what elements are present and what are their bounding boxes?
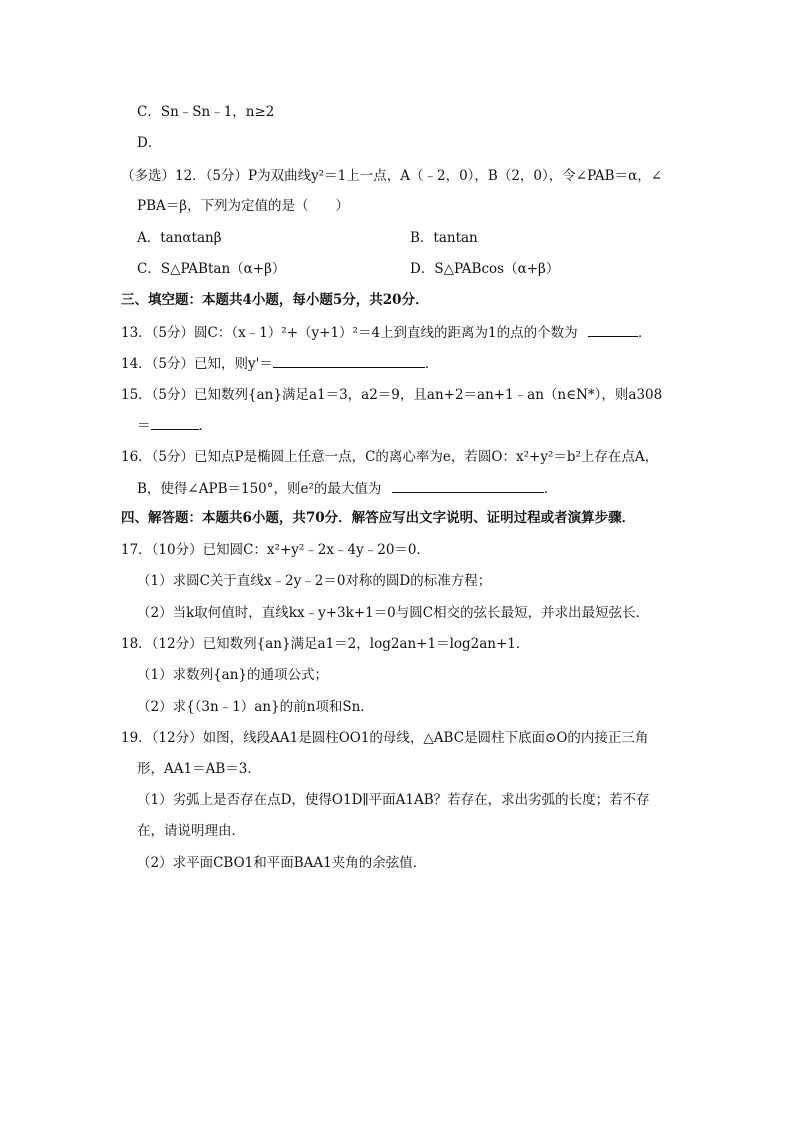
q14-stem: 14．（5分）已知，则y'＝	[121, 356, 273, 372]
q15-stem-line1: 15．（5分）已知数列{an}满足a1＝3，a2＝9，且an+2＝an+1﹣an（n∈N*），则a308	[121, 387, 663, 403]
q17-part2: （2）当k取何值时，直线kx﹣y+3k+1＝0与圆C相交的弦长最短，并求出最短弦长．	[137, 605, 650, 621]
q13-answer-blank	[588, 322, 638, 337]
q17-part1: （1）求圆C关于直线x﹣2y﹣2＝0对称的圆D的标准方程；	[137, 573, 492, 589]
q19-part1-line1: （1）劣弧上是否存在点D，使得O1D∥平面A1AB？若存在，求出劣弧的长度；若不存	[137, 792, 650, 808]
q14-text: 14．（5分）已知，则y'＝ ．	[121, 353, 438, 374]
q19-part2: （2）求平面CBO1和平面BAA1夹角的余弦值．	[137, 855, 427, 871]
q18-part1: （1）求数列{an}的通项公式；	[137, 667, 329, 683]
q12-stem-line1: （多选）12．（5分）P为双曲线y²＝1上一点，A（﹣2，0），B（2，0），令∠PAB＝α，∠	[121, 168, 663, 184]
q12-stem-line2: PBA＝β，下列为定值的是（ ）	[137, 198, 350, 214]
q11-option-d: D．	[137, 135, 162, 151]
q19-part1-line2: 在，请说明理由．	[137, 823, 245, 839]
q12-option-b: B．tantan	[410, 230, 478, 246]
q13-text: 13．（5分）圆C：（x﹣1）²+（y+1）²＝4上到直线的距离为1的点的个数为 ．	[121, 322, 651, 343]
q16-answer-blank	[392, 478, 544, 493]
q18-part2: （2）求{（3n﹣1）an}的前n项和Sn．	[137, 699, 374, 715]
q15-answer-blank	[151, 415, 199, 430]
q15-stem-line2: ＝ ．	[137, 415, 212, 436]
q14-answer-blank	[273, 353, 425, 368]
q11-option-c: C．Sn﹣Sn﹣1，n≥2	[137, 104, 275, 120]
q19-stem-line1: 19．（12分）如图，线段AA1是圆柱OO1的母线，△ABC是圆柱下底面⊙O的内接正三角	[121, 730, 649, 746]
q19-stem-line2: 形，AA1＝AB＝3．	[137, 761, 261, 777]
q16-stem-line2: B，使得∠APB＝150°，则e²的最大值为 ．	[137, 478, 557, 499]
section-three-heading: 三、填空题：本题共4小题，每小题5分，共20分．	[121, 292, 429, 308]
q17-stem: 17．（10分）已知圆C：x²+y²﹣2x﹣4y﹣20＝0．	[121, 542, 430, 558]
q16-stem-line1: 16．（5分）已知点P是椭圆上任意一点，C的离心率为e，若圆O：x²+y²＝b²上存在点A，	[121, 449, 659, 465]
q18-stem: 18．（12分）已知数列{an}满足a1＝2，log2an+1＝log2an+1．	[121, 636, 530, 652]
q15-equals: ＝	[137, 418, 151, 434]
section-four-heading: 四、解答题：本题共6小题，共70分．解答应写出文字说明、证明过程或者演算步骤．	[121, 510, 636, 526]
q12-option-d: D．S△PABcos（α+β）	[410, 261, 560, 277]
q12-option-a: A．tanαtanβ	[137, 230, 222, 246]
q16-stem: B，使得∠APB＝150°，则e²的最大值为	[137, 481, 382, 497]
q13-stem: 13．（5分）圆C：（x﹣1）²+（y+1）²＝4上到直线的距离为1的点的个数为	[121, 325, 578, 341]
q12-option-c: C．S△PABtan（α+β）	[137, 261, 286, 277]
